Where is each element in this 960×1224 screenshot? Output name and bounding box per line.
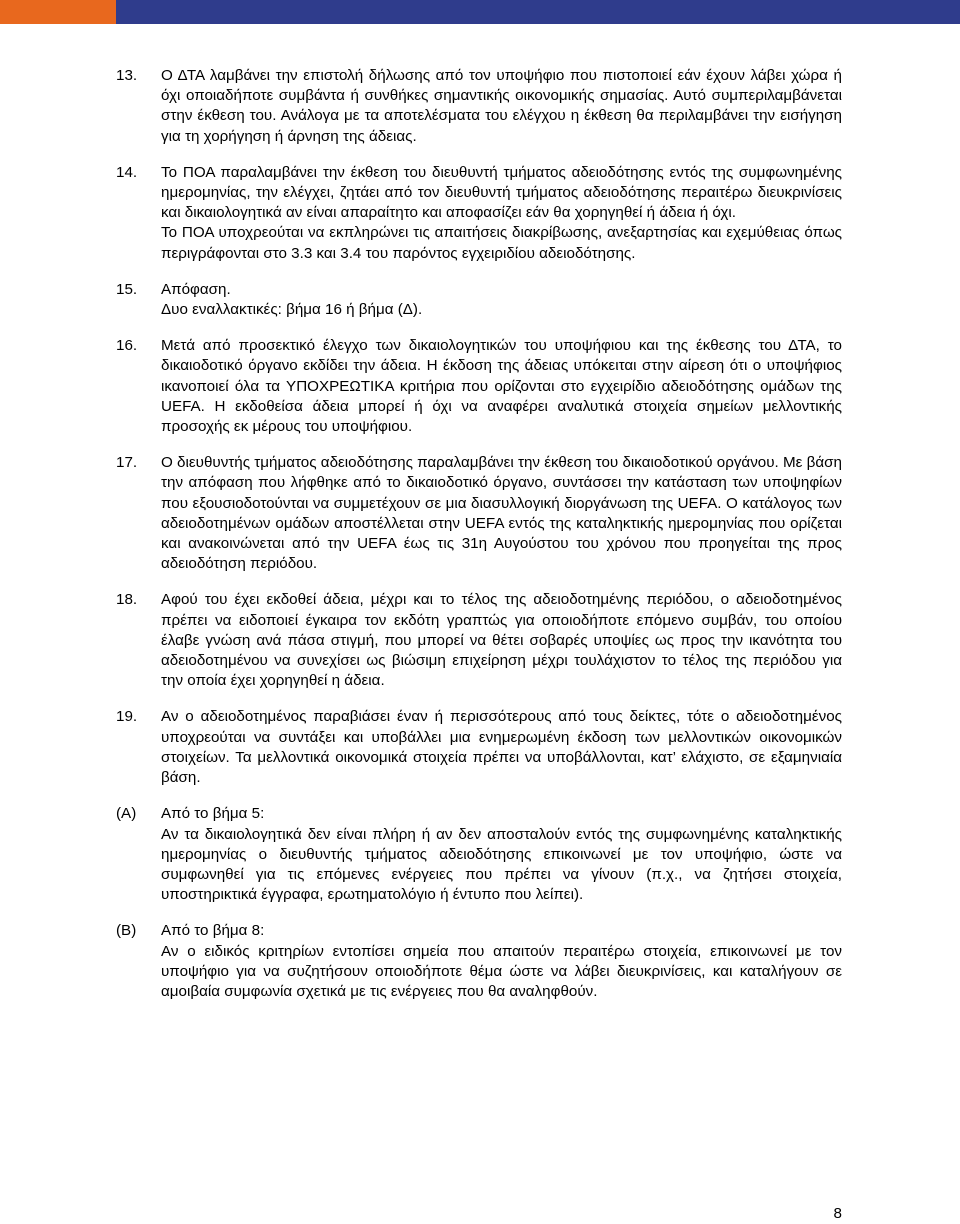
item-text — [161, 163, 842, 264]
item-text — [161, 66, 842, 147]
item-text — [161, 280, 842, 320]
item-text — [161, 804, 842, 905]
document-body — [116, 66, 842, 1018]
paragraph: Ο διευθυντής τμήματος αδειοδότησης παραλαμβάνει την έκθεση του δικαιοδοτικού οργάνου. Με βάση την απόφαση που λήφθηκε από το δικαιοδοτικό όργανο, συντάσσει την κατάσταση των υποψηφίων που εξουσιοδοτούνται να συμμετέχουν σε μια διασυλλογική διοργάνωση της UEFA. Ο κατάλογος των αδειοδοτημένων ομάδων αποστέλλεται στην UEFA εντός της καταληκτικής ημερομηνίας που ορίζεται και ανακοινώνεται από την UEFA έως τις 31η Αυγούστου του χρόνου που προηγείται της προς αδειοδότηση περιόδου. — [161, 454, 842, 573]
item-text — [161, 336, 842, 437]
item-text — [161, 590, 842, 691]
paragraph: Μετά από προσεκτικό έλεγχο των δικαιολογητικών του υποψήφιου και της έκθεσης του ΔΤΑ, το δικαιοδοτικό όργανο εκδίδει την άδεια. Η έκδοση της άδειας υπόκειται στην αίρεση ότι ο υποψήφιος ικανοποιεί όλα τα ΥΠΟΧΡΕΩΤΙΚΑ κριτήρια που ορίζονται στο εγχειρίδιο αδειοδότησης ομάδων της UEFA. Η εκδοθείσα άδεια μπορεί ή όχι να αναφέρει αναλυτικά στοιχεία σημείων μελλοντικής προσοχής εκ μέρους του υποψήφιου. — [161, 337, 842, 436]
item-number: 18. — [116, 591, 138, 609]
paragraph: Το ΠΟΑ παραλαμβάνει την έκθεση του διευθυντή τμήματος αδειοδότησης εντός της συμφωνημένης ημερομηνίας, την ελέγχει, ζητάει από τον διευθυντή τμήματος αδειοδότησης περαιτέρω διευκρινίσεις και δικαιολογητικά αν είναι απαραίτητο και αποφασίζει εάν θα χορηγηθεί ή άδεια ή όχι. — [161, 163, 842, 222]
item-text — [161, 921, 842, 1002]
item-number: (A) — [116, 805, 137, 823]
paragraph: Από το βήμα 8: — [161, 922, 265, 940]
item-number: 15. — [116, 280, 138, 298]
list-item-b — [116, 921, 842, 1002]
list-item-19 — [116, 707, 842, 788]
header-bar-orange — [0, 0, 116, 24]
item-text — [161, 453, 842, 574]
paragraph: Αφού του έχει εκδοθεί άδεια, μέχρι και το τέλος της αδειοδοτημένης περιόδου, ο αδειοδοτημένος πρέπει να ειδοποιεί έγκαιρα τον εκδότη γραπτώς για οποιοδήποτε επόμενο συμβάν, του οποίου έλαβε γνώση ανά πάσα στιγμή, που μπορεί να θέτει σοβαρές υποψίες ως προς την ικανότητα του αδειοδοτημένου να συνεχίσει ως βιώσιμη επιχείρηση μέχρι τουλάχιστον το τέλος της περιόδου για την οποία έχει χορηγηθεί η άδεια. — [161, 591, 842, 690]
page-number: 8 — [833, 1205, 842, 1222]
item-number: 14. — [116, 163, 138, 181]
list-item-15 — [116, 280, 842, 320]
list-item-14 — [116, 163, 842, 264]
paragraph: Αν ο αδειοδοτημένος παραβιάσει έναν ή περισσότερους από τους δείκτες, τότε ο αδειοδοτημένος υποχρεούται να συντάξει και υποβάλλει μια ενημερωμένη έκδοση των μελλοντικών οικονομικών στοιχείων. Τα μελλοντικά οικονομικά στοιχεία πρέπει να υποβάλλονται, κατ’ ελάχιστο, σε εξαμηνιαία βάση. — [161, 708, 842, 787]
paragraph: Αν ο ειδικός κριτηρίων εντοπίσει σημεία που απαιτούν περαιτέρω στοιχεία, επικοινωνεί με τον υποψήφιο για να συζητήσουν οποιοδήποτε θέμα ώστε να λάβει διευκρινίσεις, και καταλήγουν σε αμοιβαία συμφωνία σχετικά με τις ενέργειες που θα αναληφθούν. — [161, 942, 842, 1000]
item-number: 13. — [116, 67, 138, 84]
item-number: 17. — [116, 454, 138, 472]
paragraph: Το ΠΟΑ υποχρεούται να εκπληρώνει τις απαιτήσεις διακρίβωσης, ανεξαρτησίας και εχεμύθειας όπως περιγράφονται στο 3.3 και 3.4 του παρόντος εγχειριδίου αδειοδότησης. — [161, 224, 842, 262]
header-bar — [0, 0, 960, 24]
item-number: 19. — [116, 708, 138, 726]
paragraph: Δυο εναλλακτικές: βήμα 16 ή βήμα (Δ). — [161, 301, 423, 319]
item-text — [161, 707, 842, 788]
paragraph: Από το βήμα 5: — [161, 805, 265, 823]
list-item-13 — [116, 66, 842, 147]
item-number: 16. — [116, 337, 138, 355]
paragraph: Ο ΔΤΑ λαμβάνει την επιστολή δήλωσης από τον υποψήφιο που πιστοποιεί εάν έχουν λάβει χώρα ή όχι οποιαδήποτε συμβάντα ή συνθήκες σημαντικής οικονομικής σημασίας. Αυτό συμπεριλαμβάνεται στην έκθεση του. Ανάλογα με τα αποτελέσματα του ελέγχου η έκθεση θα περιλαμβάνει την εισήγηση για τη χορήγηση ή άρνηση της άδειας. — [161, 67, 842, 145]
item-number: (B) — [116, 922, 137, 940]
list-item-18 — [116, 590, 842, 691]
header-bar-navy — [116, 0, 960, 24]
list-item-16 — [116, 336, 842, 437]
paragraph: Απόφαση. — [161, 280, 231, 298]
list-item-a — [116, 804, 842, 905]
list-item-17 — [116, 453, 842, 574]
paragraph: Αν τα δικαιολογητικά δεν είναι πλήρη ή αν δεν αποσταλούν εντός της συμφωνημένης καταληκτικής ημερομηνίας ο διευθυντής τμήματος αδειοδότησης επικοινωνεί με τον υποψήφιο, ώστε να συμφωνηθεί για τις επόμενες ενέργειες που πρέπει να γίνουν (π.χ., να ζητήσει στοιχεία, υποστηρικτικά έγγραφα, ερωτηματολόγιο ή έντυπο που λείπει). — [161, 825, 842, 904]
